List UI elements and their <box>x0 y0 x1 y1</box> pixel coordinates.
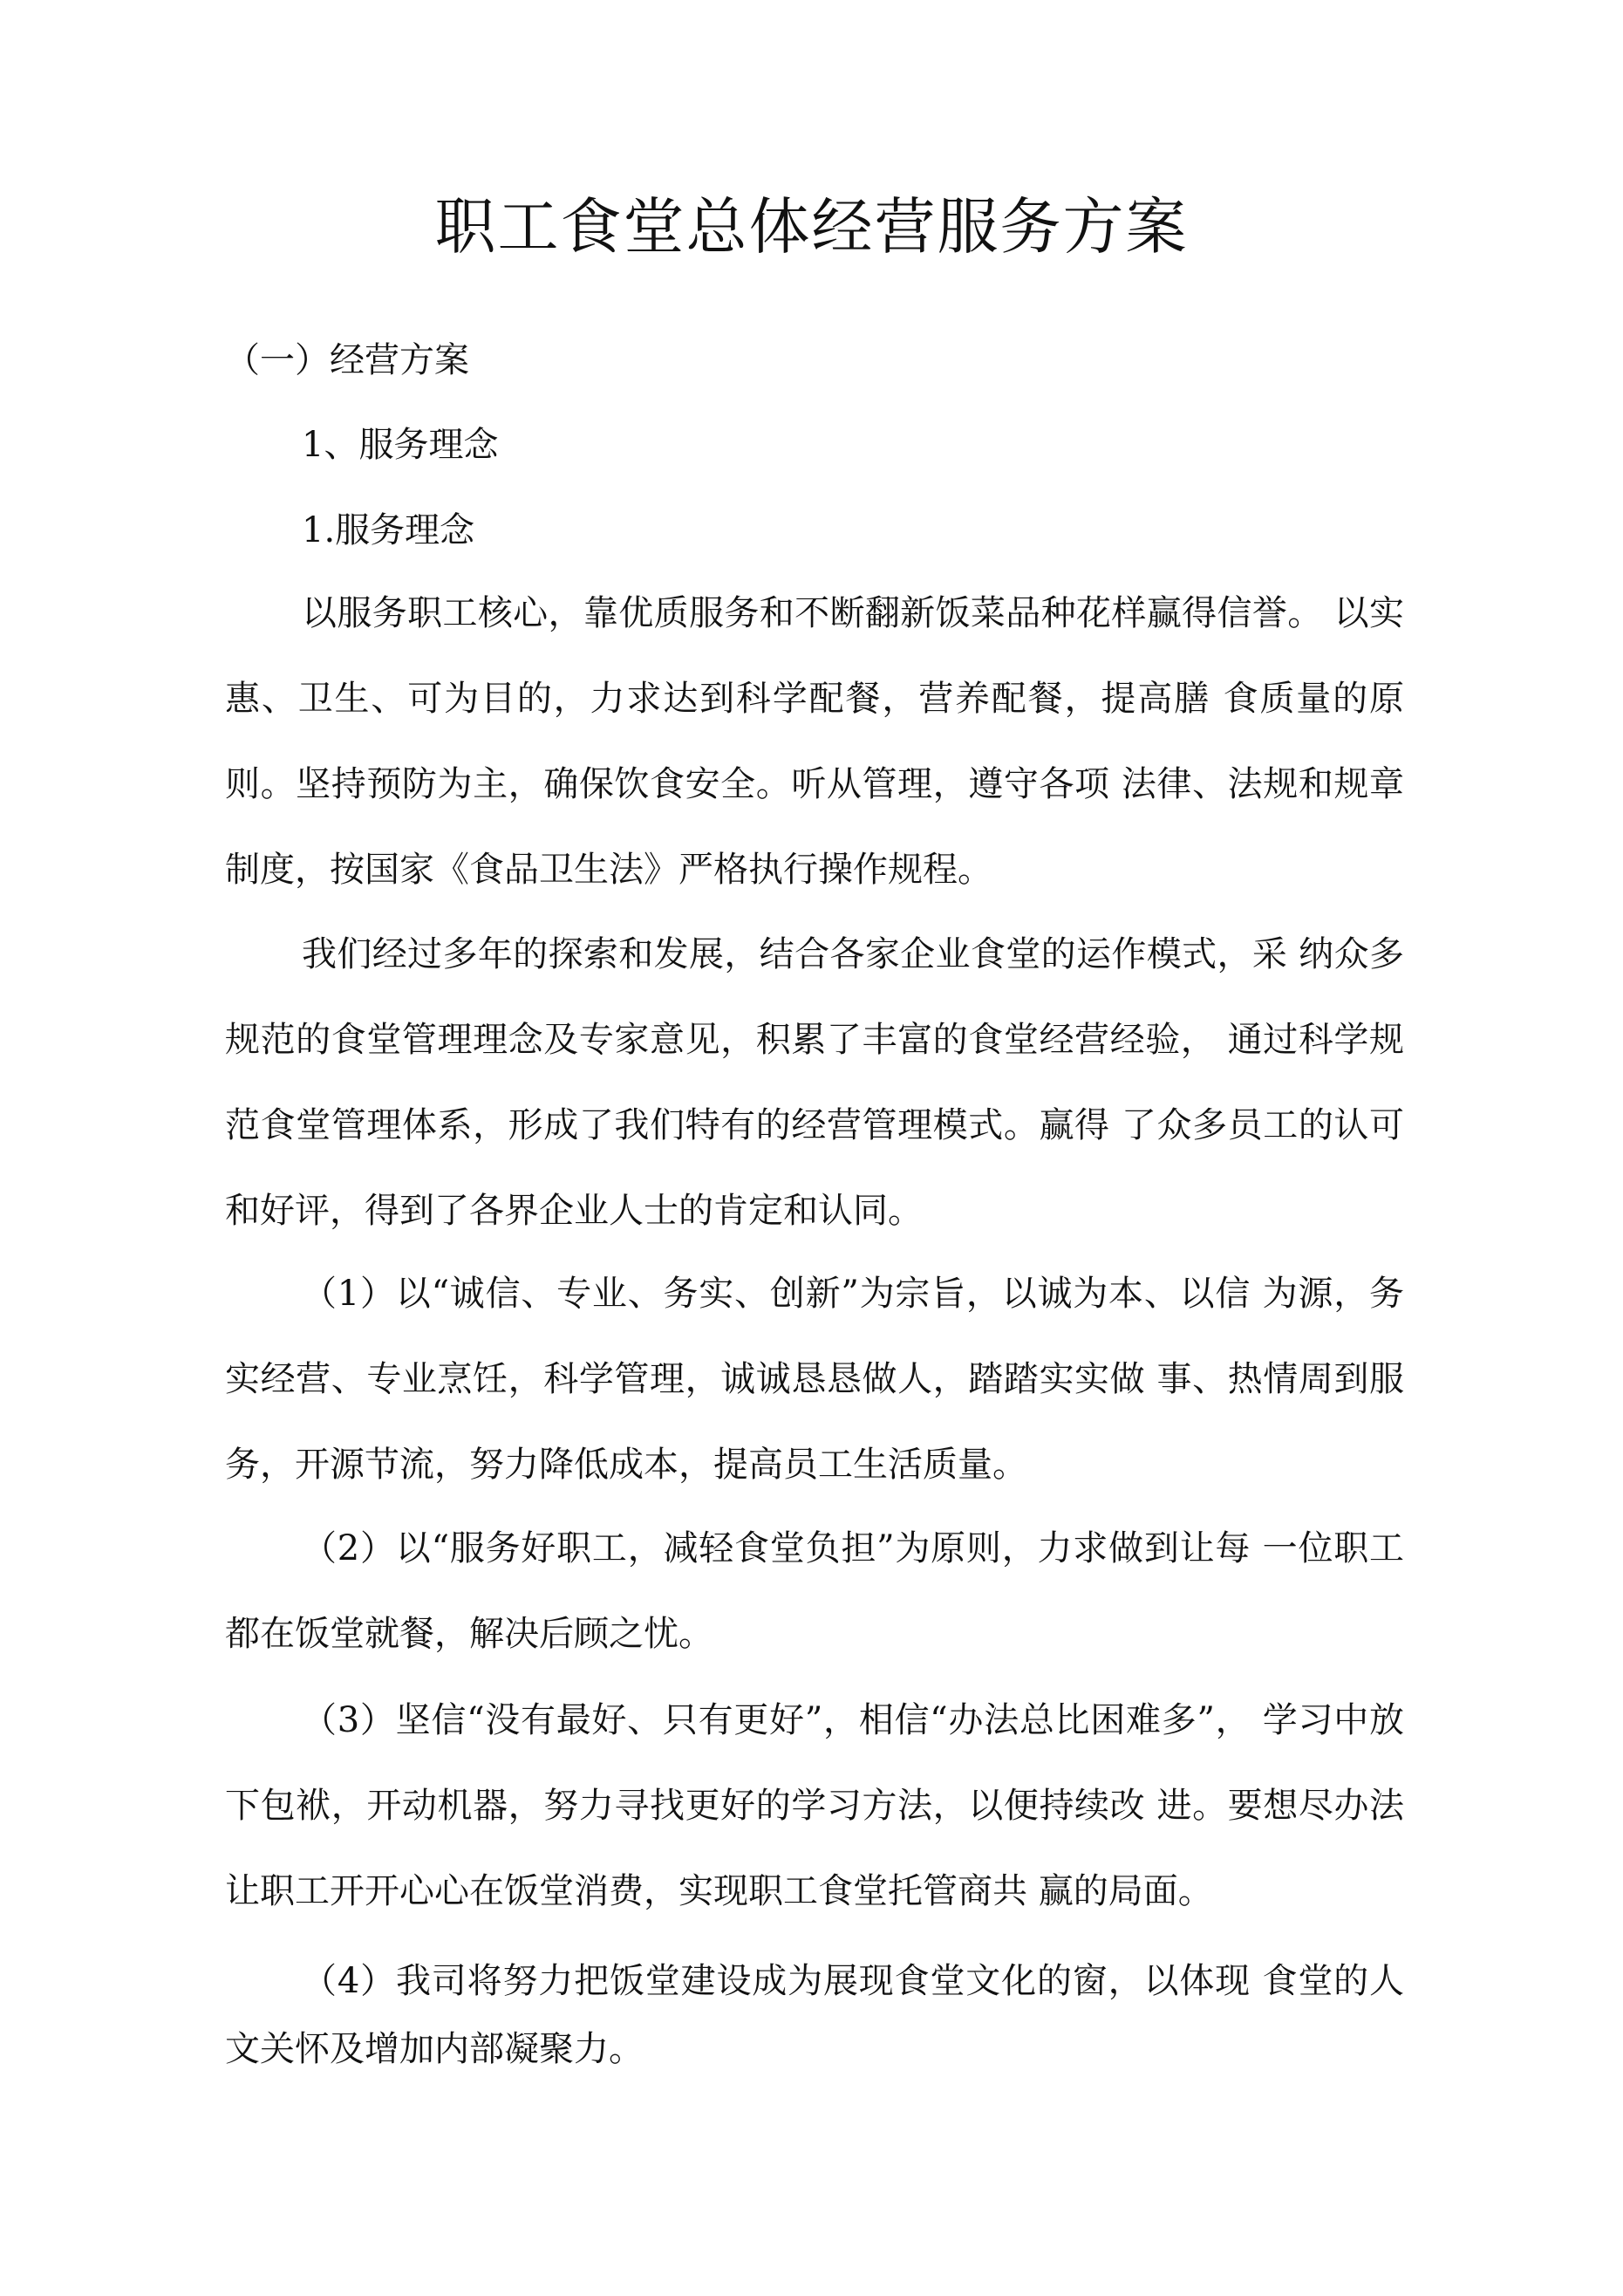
paragraph-experience: 我们经过多年的探索和发展，结合各家企业食堂的运作模式，采 纳众多规范的食堂管理理念及专家意见，积累了丰富的食堂经营经验， 通过科学规范食堂管理体系，形成了我们特有的经营管理模式。赢得 了众多员工的认可和好评，得到了各界企业人士的肯定和认同。 <box>225 934 1404 1231</box>
paragraph-service-philosophy: 以服务职工核心，靠优质服务和不断翻新饭菜品种花样赢得信誉。 以实惠、卫生、可为目的，力求达到科学配餐，营养配餐，提高膳 食质量的原则。坚持预防为主，确保饮食安全。听从管理，遵守各项 法律、法规和规章制度，按国家《食品卫生法》严格执行操作规程。 <box>225 593 1404 890</box>
paragraph-item-3: （3）坚信“没有最好、只有更好”，相信“办法总比困难多”， 学习中放下包袱，开动机器，努力寻找更好的学习方法，以便持续改 进。要想尽办法让职工开开心心在饭堂消费，实现职工食堂托管商共 赢的局面。 <box>225 1700 1404 1911</box>
paragraph-item-2: （2）以“服务好职工，减轻食堂负担”为原则，力求做到让每 一位职工都在饭堂就餐，解决后顾之忧。 <box>225 1528 1404 1654</box>
section-heading: （一）经营方案 <box>225 340 469 380</box>
subheading-numbered: 1、服务理念 <box>302 425 499 465</box>
paragraph-item-4: （4）我司将努力把饭堂建设成为展现食堂文化的窗，以体现 食堂的人文关怀及增加内部凝聚力。 <box>225 1961 1404 2069</box>
document-title: 职工食堂总体经营服务方案 <box>434 191 1189 263</box>
paragraph-item-1: （1）以“诚信、专业、务实、创新”为宗旨，以诚为本、以信 为源，务实经营、专业烹饪，科学管理，诚诚恳恳做人，踏踏实实做 事、热情周到服务，开源节流，努力降低成本，提高员工生活质量。 <box>225 1274 1404 1485</box>
subheading-dotted: 1.服务理念 <box>302 510 475 550</box>
